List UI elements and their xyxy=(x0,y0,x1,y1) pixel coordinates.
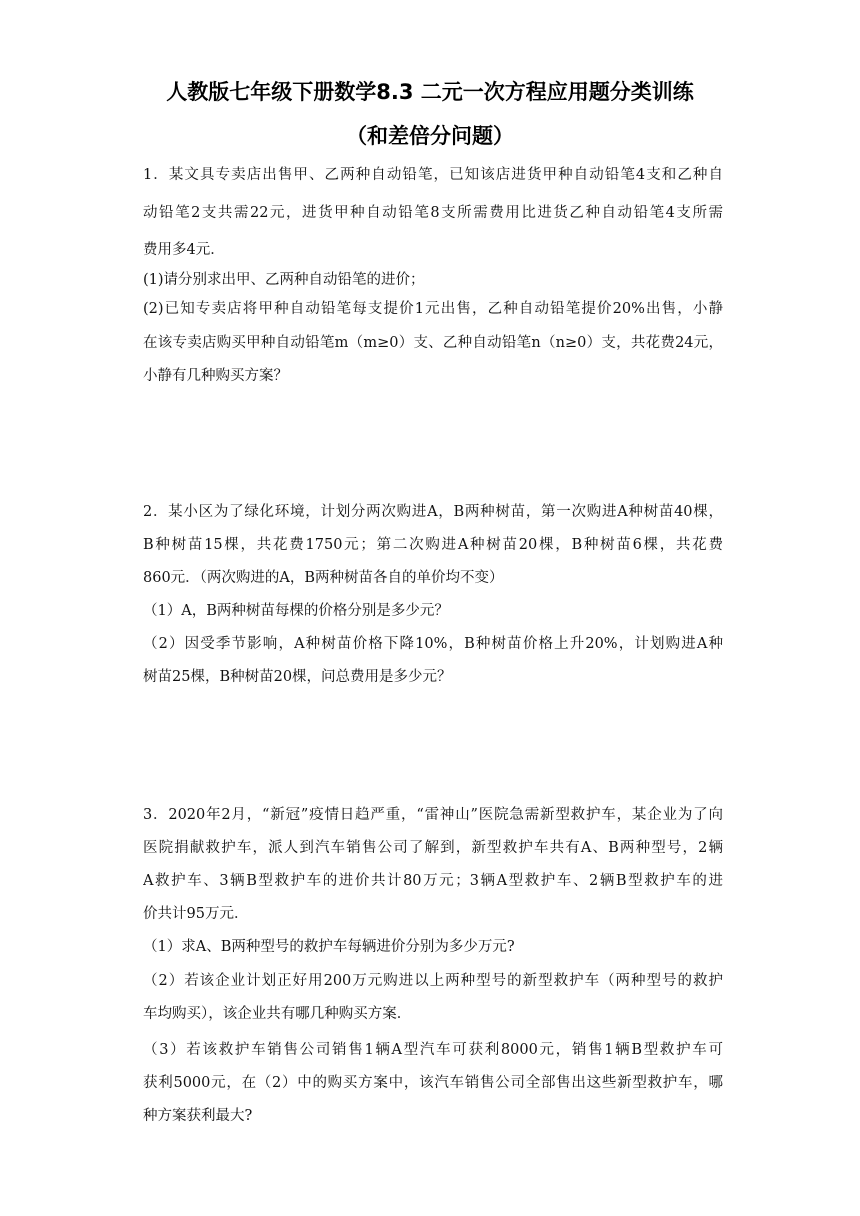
question-1-line: 费用多4元． xyxy=(143,242,225,258)
question-1-line: 小静有几种购买方案？ xyxy=(143,368,288,384)
question-3-line: 获利5000元，在（2）中的购买方案中，该汽车销售公司全部售出这些新型救护车，哪 xyxy=(143,1075,723,1091)
question-1-part-2: (2)已知专卖店将甲种自动铅笔每支提价1元出售，乙种自动铅笔提价20%出售，小静 xyxy=(143,301,723,317)
question-1-line: 1．某文具专卖店出售甲、乙两种自动铅笔，已知该店进货甲种自动铅笔4支和乙种自 xyxy=(143,167,723,183)
question-3-line: 医院捐献救护车，派人到汽车销售公司了解到，新型救护车共有A、B两种型号，2辆 xyxy=(143,840,723,856)
question-3-line: 价共计95万元． xyxy=(143,906,249,922)
question-2-line: 树苗25棵，B种树苗20棵，问总费用是多少元？ xyxy=(143,669,452,685)
question-3-line: A救护车、3辆B型救护车的进价共计80万元；3辆A型救护车、2辆B型救护车的进 xyxy=(143,873,723,889)
question-2-line: 860元．（两次购进的A，B两种树苗各自的单价均不变） xyxy=(143,570,504,586)
question-1-part-1: (1)请分别求出甲、乙两种自动铅笔的进价； xyxy=(143,272,425,288)
question-2-part-1: （1）A，B两种树苗每棵的价格分别是多少元？ xyxy=(143,603,449,619)
question-3-line: 车均购买），该企业共有哪几种购买方案． xyxy=(143,1006,412,1022)
document-subtitle: （和差倍分问题） xyxy=(346,124,514,148)
question-3-line: 3．2020年2月，“新冠”疫情日趋严重，“雷神山”医院急需新型救护车，某企业为了向 xyxy=(143,807,723,823)
question-2-line: B种树苗15棵，共花费1750元；第二次购进A种树苗20棵，B种树苗6棵，共花费 xyxy=(143,537,723,553)
question-3-part-1: （1）求A、B两种型号的救护车每辆进价分别为多少万元? xyxy=(143,939,515,955)
question-3-line: 种方案获利最大? xyxy=(143,1108,253,1124)
question-2-line: 2．某小区为了绿化环境，计划分两次购进A，B两种树苗，第一次购进A种树苗40棵， xyxy=(143,504,723,520)
document-title: 人教版七年级下册数学8.3 二元一次方程应用题分类训练 xyxy=(166,80,694,104)
question-3-part-3: （3）若该救护车销售公司销售1辆A型汽车可获利8000元，销售1辆B型救护车可 xyxy=(143,1042,723,1058)
question-1-line: 在该专卖店购买甲种自动铅笔m（m≥0）支、乙种自动铅笔n（n≥0）支，共花费24元， xyxy=(143,335,723,351)
question-2-part-2: （2）因受季节影响，A种树苗价格下降10%，B种树苗价格上升20%，计划购进A种 xyxy=(143,636,723,652)
question-1-line: 动铅笔2支共需22元，进货甲种自动铅笔8支所需费用比进货乙种自动铅笔4支所需 xyxy=(143,205,723,221)
question-3-part-2: （2）若该企业计划正好用200万元购进以上两种型号的新型救护车（两种型号的救护 xyxy=(143,973,723,989)
